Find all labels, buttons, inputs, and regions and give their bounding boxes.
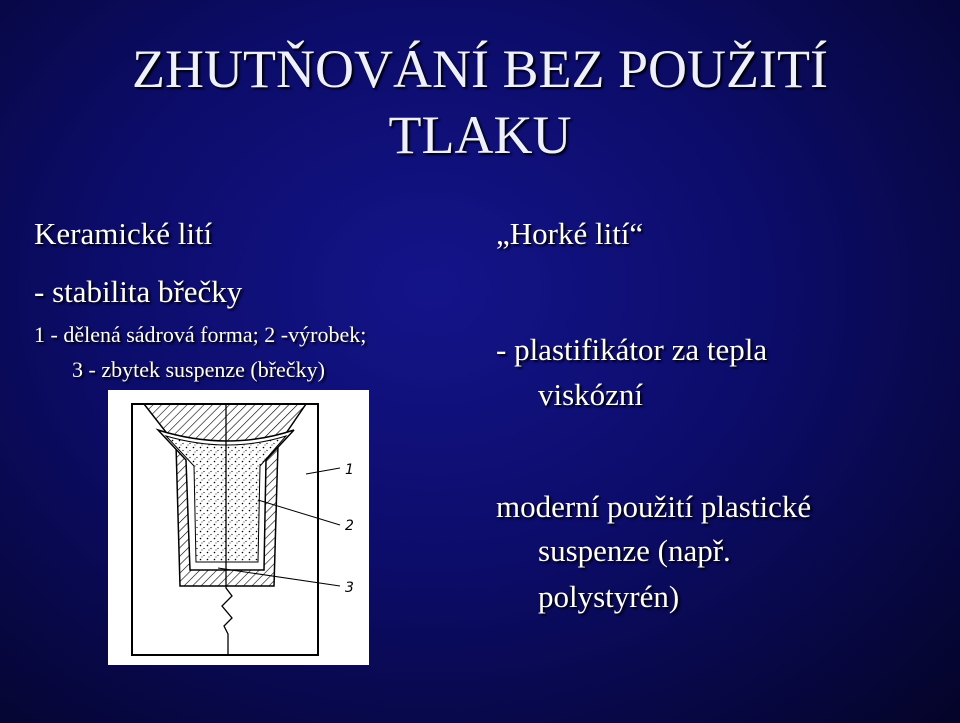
figure-label-2: 2: [345, 518, 354, 534]
title-line-1: ZHUTŇOVÁNÍ BEZ POUŽITÍ: [132, 39, 828, 99]
right-point-2-line-2: suspenze (např.: [538, 533, 731, 568]
right-heading: „Horké lití“: [496, 216, 644, 251]
figure-label-3: 3: [345, 580, 354, 596]
figure-label-1: 1: [345, 462, 354, 478]
title-line-2: TLAKU: [388, 105, 572, 165]
leader-line-1: [306, 468, 340, 474]
left-subheading: - stabilita břečky: [34, 274, 243, 309]
right-point-2-line-3: polystyrén): [538, 579, 680, 614]
left-heading: Keramické lití: [34, 216, 213, 251]
right-point-1-line-2: viskózní: [538, 377, 644, 412]
right-point-1-line-1: - plastifikátor za tepla: [496, 332, 768, 367]
slide-title: [30, 36, 930, 168]
right-point-2-line-1: moderní použití plastické: [496, 489, 812, 524]
casting-mold-figure: [108, 390, 369, 665]
figure-caption-line-1: 1 - dělená sádrová forma; 2 -výrobek;: [34, 322, 367, 347]
figure-caption-line-2: 3 - zbytek suspenze (břečky): [72, 357, 325, 382]
